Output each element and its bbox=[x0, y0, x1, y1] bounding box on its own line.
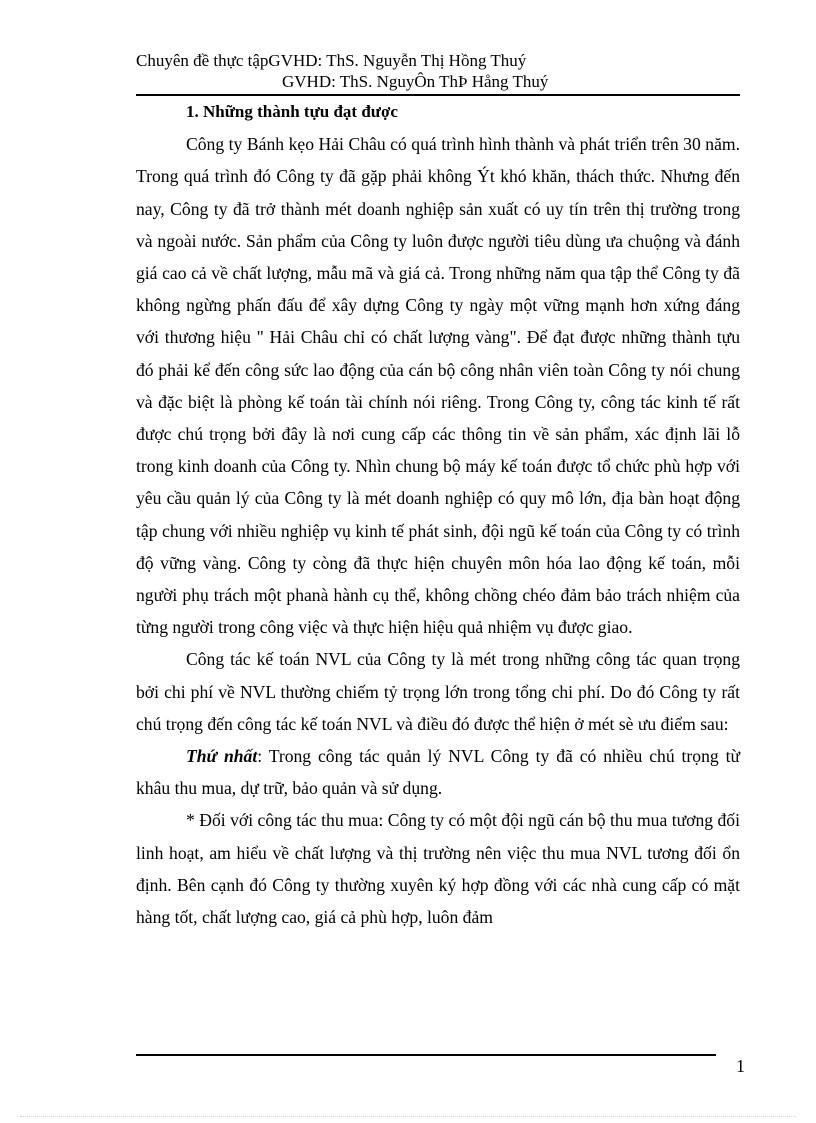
paragraph-achievements: Công ty Bánh kẹo Hải Châu có quá trình hình thành và phát triển trên 30 năm. Trong quá trình đó Công ty đã gặp phải không Ýt khó khăn, thách thức. Nhưng đến nay, Công ty đã trở thành mét doanh nghiệp sản xuất có uy tín trên thị trường trong và ngoài nước. Sản phẩm của Công ty luôn được người tiêu dùng ưa chuộng và đánh giá cao cả về chất lượng, mẫu mã và giá cả. Trong những năm qua tập thể Công ty đã không ngừng phấn đấu để xây dựng Công ty ngày một vững mạnh hơn xứng đáng với thương hiệu " Hải Châu chỉ có chất lượng vàng". Để đạt được những thành tựu đó phải kể đến công sức lao động của cán bộ công nhân viên toàn Công ty nói chung và đặc biệt là phòng kế toán tài chính nói riêng. Trong Công ty, công tác kinh tế rất được chú trọng bởi đây là nơi cung cấp các thông tin về sản phẩm, xác định lãi lỗ trong kinh doanh của Công ty. Nhìn chung bộ máy kế toán được tổ chức phù hợp với yêu cầu quản lý của Công ty là mét doanh nghiệp có quy mô lớn, địa bàn hoạt động tập chung với nhiều nghiệp vụ kinh tế phát sinh, đội ngũ kế toán của Công ty có trình độ vững vàng. Công ty còng đã thực hiện chuyên môn hóa lao động kế toán, mỗi người phụ trách một phanà hành cụ thể, không chồng chéo đảm bảo trách nhiệm của từng người trong công việc và thực hiện hiệu quả nhiệm vụ được giao. bbox=[136, 134, 740, 638]
footer-divider bbox=[136, 1054, 716, 1056]
point-one-text: : Trong công tác quản lý NVL Công ty đã có nhiều chú trọng từ khâu thu mua, dự trữ, bảo quản và sử dụng. bbox=[136, 746, 740, 799]
header-title-line2: GVHD: ThS. NguyÔn ThÞ Hång Thuý bbox=[282, 72, 549, 91]
header-title-line1: Chuyên đề thực tậpGVHD: ThS. Nguyễn Thị Hồng Thuý bbox=[136, 51, 527, 70]
section-heading: 1. Những thành tựu đạt được bbox=[186, 102, 398, 121]
page-number: 1 bbox=[736, 1056, 745, 1076]
point-one-lead: Thứ nhất bbox=[186, 746, 258, 767]
page-body bbox=[136, 96, 740, 933]
paragraph-purchasing: * Đối với công tác thu mua: Công ty có một đội ngũ cán bộ thu mua tương đối linh hoạt, am hiểu về chất lượng và thị trường nên việc thu mua NVL tương đối ổn định. Bên cạnh đó Công ty thường xuyên ký hợp đồng với các nhà cung cấp có mặt hàng tốt, chất lượng cao, giá cả phù hợp, luôn đảm bbox=[136, 810, 740, 928]
paragraph-accounting-importance: Công tác kế toán NVL của Công ty là mét trong những công tác quan trọng bởi chi phí về NVL thường chiếm tỷ trọng lớn trong tổng chi phí. Do đó Công ty rất chú trọng đến công tác kế toán NVL và điều đó được thể hiện ở mét sè ưu điểm sau: bbox=[136, 649, 740, 734]
page-header bbox=[136, 50, 740, 92]
paragraph-point-one bbox=[136, 740, 740, 804]
page-edge-dotted-line bbox=[20, 1116, 796, 1117]
